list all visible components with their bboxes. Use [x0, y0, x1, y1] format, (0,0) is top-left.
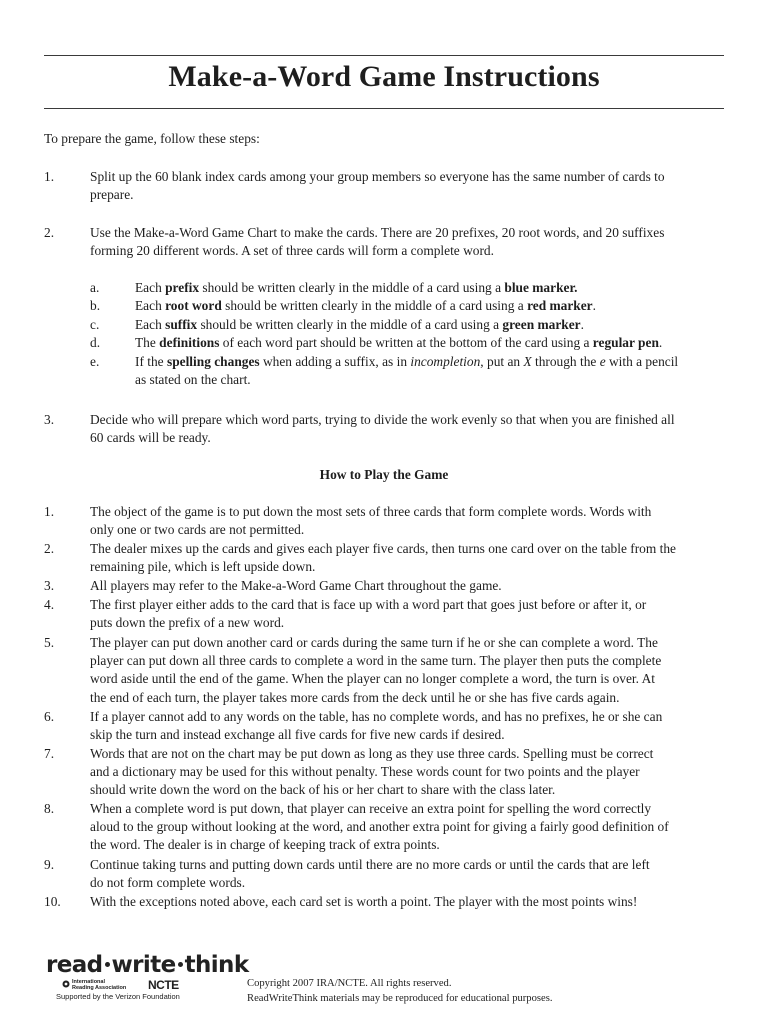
play-step-line: word aside until the end of the game. When the player can no longer complete a word, the turn is over. At	[90, 671, 655, 687]
prep-step-line: 60 cards will be ready.	[90, 430, 211, 446]
prep-step-line: forming 20 different words. A set of three cards will form a complete word.	[90, 243, 494, 259]
prep-step-line: prepare.	[90, 187, 134, 203]
bold-term: suffix	[165, 317, 198, 332]
play-step-line: Continue taking turns and putting down cards until there are no more cards or until the cards that are left	[90, 857, 650, 872]
title-underline-rule	[44, 108, 724, 109]
play-step-line: player can put down all three cards to complete a word in the same turn. The player then puts the complete	[90, 653, 662, 669]
logo-wordmark	[46, 952, 249, 978]
text-run: .	[592, 298, 596, 313]
text-run: should be written clearly in the middle of a card using a	[197, 317, 503, 332]
play-step-line: The first player either adds to the card that is face up with a word part that goes just before or after it, or	[90, 597, 647, 612]
play-step-7	[44, 745, 734, 800]
text-run: .	[658, 335, 663, 350]
text-run: If the	[135, 354, 167, 369]
play-step-number: 10.	[44, 894, 61, 909]
prep-step-number: 3.	[44, 412, 55, 427]
ira-emblem-icon	[62, 980, 70, 988]
play-step-line: aloud to the group without looking at the word, and another extra point for giving a fairly good definition of	[90, 819, 669, 835]
play-step-number: 4.	[44, 597, 55, 612]
text-run: The	[135, 335, 160, 350]
sub-step-letter: b.	[90, 298, 101, 313]
logo-support-line: Supported by the Verizon Foundation	[56, 992, 180, 1001]
logo-ira-line: Reading Association	[72, 985, 127, 991]
play-step-line: do not form complete words.	[90, 875, 246, 891]
sub-step-letter: a.	[90, 280, 100, 295]
prep-step-3	[44, 411, 734, 447]
play-step-6	[44, 708, 734, 744]
play-step-line: The object of the game is to put down the most sets of three cards that form complete words. Words with	[90, 504, 652, 519]
play-step-9	[44, 856, 734, 892]
logo-dot	[105, 962, 110, 967]
play-step-2	[44, 540, 734, 576]
play-step-1	[44, 503, 734, 539]
play-step-line: The dealer mixes up the cards and gives each player five cards, then turns one card over on the table from the	[90, 541, 676, 556]
prep-step-line: Decide who will prepare which word parts, trying to divide the work evenly so that when you are finished all	[90, 412, 675, 427]
logo-dot	[178, 962, 183, 967]
sub-step-d	[90, 334, 730, 352]
play-step-line: remaining pile, which is left upside down.	[90, 559, 316, 575]
bold-term: regular pen	[592, 335, 659, 350]
play-step-number: 7.	[44, 746, 55, 761]
text-run: Each	[135, 280, 166, 295]
play-step-5	[44, 634, 734, 707]
play-step-number: 9.	[44, 857, 55, 872]
prep-step-line: Split up the 60 blank index cards among your group members so everyone has the same number of cards to	[90, 169, 665, 184]
play-step-number: 5.	[44, 635, 55, 650]
logo-ncte: NCTE	[148, 978, 179, 992]
intro-text: To prepare the game, follow these steps:	[44, 131, 260, 146]
text-run: when adding a suffix, as in	[259, 354, 411, 369]
play-step-line: skip the turn and instead exchange all five cards for five new cards if desired.	[90, 727, 505, 743]
top-rule	[44, 55, 724, 56]
text-run: should be written clearly in the middle of a card using a	[199, 280, 505, 295]
play-step-line: With the exceptions noted above, each card set is worth a point. The player with the most points wins!	[90, 894, 638, 909]
sub-step-text-line2: as stated on the chart.	[135, 372, 251, 388]
play-step-line: only one or two cards are not permitted.	[90, 522, 305, 538]
text-run: .	[580, 317, 584, 332]
prep-step-number: 1.	[44, 169, 55, 184]
logo-word-read: read	[46, 952, 103, 978]
play-step-line: the end of each turn, the player takes more cards from the deck until he or she has five cards again.	[90, 689, 620, 705]
play-step-line: The player can put down another card or cards during the same turn if he or she can complete a word. The	[90, 635, 658, 650]
play-step-3	[44, 577, 734, 595]
sub-step-a	[90, 279, 730, 297]
play-step-line: should write down the word on the back of his or her chart to share with the class later.	[90, 782, 556, 798]
section-heading-how-to-play: How to Play the Game	[319, 467, 449, 482]
prep-step-number: 2.	[44, 225, 55, 240]
play-step-8	[44, 800, 734, 855]
play-step-number: 6.	[44, 709, 55, 724]
prep-step-line: Use the Make-a-Word Game Chart to make the cards. There are 20 prefixes, 20 root words, and 20 suffixes	[90, 225, 665, 240]
bold-term: blue marker.	[504, 280, 578, 295]
sub-step-e	[90, 353, 730, 389]
bold-term: spelling changes	[166, 354, 260, 369]
text-run: Each	[135, 298, 166, 313]
bold-term: definitions	[159, 335, 220, 350]
copyright-line: Copyright 2007 IRA/NCTE. All rights reserved.	[247, 978, 452, 989]
italic-term: incompletion	[410, 354, 481, 369]
sub-step-letter: e.	[90, 354, 100, 369]
permission-line: ReadWriteThink materials may be reproduced for educational purposes.	[247, 993, 553, 1004]
sub-step-text	[135, 297, 730, 315]
play-step-line: puts down the prefix of a new word.	[90, 615, 285, 631]
sub-step-text	[135, 279, 730, 297]
logo-ira-text	[72, 979, 126, 991]
logo-word-write: write	[111, 952, 176, 978]
play-step-number: 2.	[44, 541, 55, 556]
bold-term: prefix	[165, 280, 200, 295]
prep-step-2	[44, 224, 734, 260]
italic-term: X	[523, 354, 532, 369]
text-run: should be written clearly in the middle of a card using a	[221, 298, 528, 313]
sub-step-text	[135, 353, 730, 371]
bold-term: root word	[165, 298, 222, 313]
play-step-number: 1.	[44, 504, 55, 519]
page-title: Make-a-Word Game Instructions	[168, 60, 600, 93]
play-step-line: All players may refer to the Make-a-Word Game Chart throughout the game.	[90, 578, 502, 593]
logo-ira-line: International	[72, 979, 106, 985]
text-run: through the	[531, 354, 600, 369]
sub-step-text	[135, 316, 730, 334]
readwritethink-logo	[46, 952, 249, 1004]
text-run: , put an	[480, 354, 524, 369]
play-step-10	[44, 893, 734, 911]
bold-term: green marker	[502, 317, 581, 332]
copyright-notice	[247, 976, 553, 1006]
italic-term: e	[599, 354, 606, 369]
play-step-line: When a complete word is put down, that player can receive an extra point for spelling the word correctly	[90, 801, 652, 816]
prep-step-1	[44, 168, 734, 204]
play-step-line: and a dictionary may be used for this without penalty. These words count for two points and the player	[90, 764, 640, 780]
text-run: Each	[135, 317, 166, 332]
sub-step-b	[90, 297, 730, 315]
sub-step-c	[90, 316, 730, 334]
sub-step-text	[135, 334, 730, 352]
text-run: with a pencil	[605, 354, 679, 369]
play-step-line: the word. The dealer is in charge of keeping track of extra points.	[90, 837, 440, 853]
play-step-line: Words that are not on the chart may be put down as long as they use three cards. Spelling must be correct	[90, 746, 654, 761]
play-step-number: 3.	[44, 578, 55, 593]
play-step-number: 8.	[44, 801, 55, 816]
sub-step-letter: d.	[90, 335, 101, 350]
logo-word-think: think	[184, 952, 249, 978]
sub-step-letter: c.	[90, 317, 100, 332]
play-step-4	[44, 596, 734, 632]
text-run: of each word part should be written at the bottom of the card using a	[219, 335, 593, 350]
bold-term: red marker	[527, 298, 593, 313]
play-step-line: If a player cannot add to any words on the table, has no complete words, and has no prefixes, he or she can	[90, 709, 663, 724]
